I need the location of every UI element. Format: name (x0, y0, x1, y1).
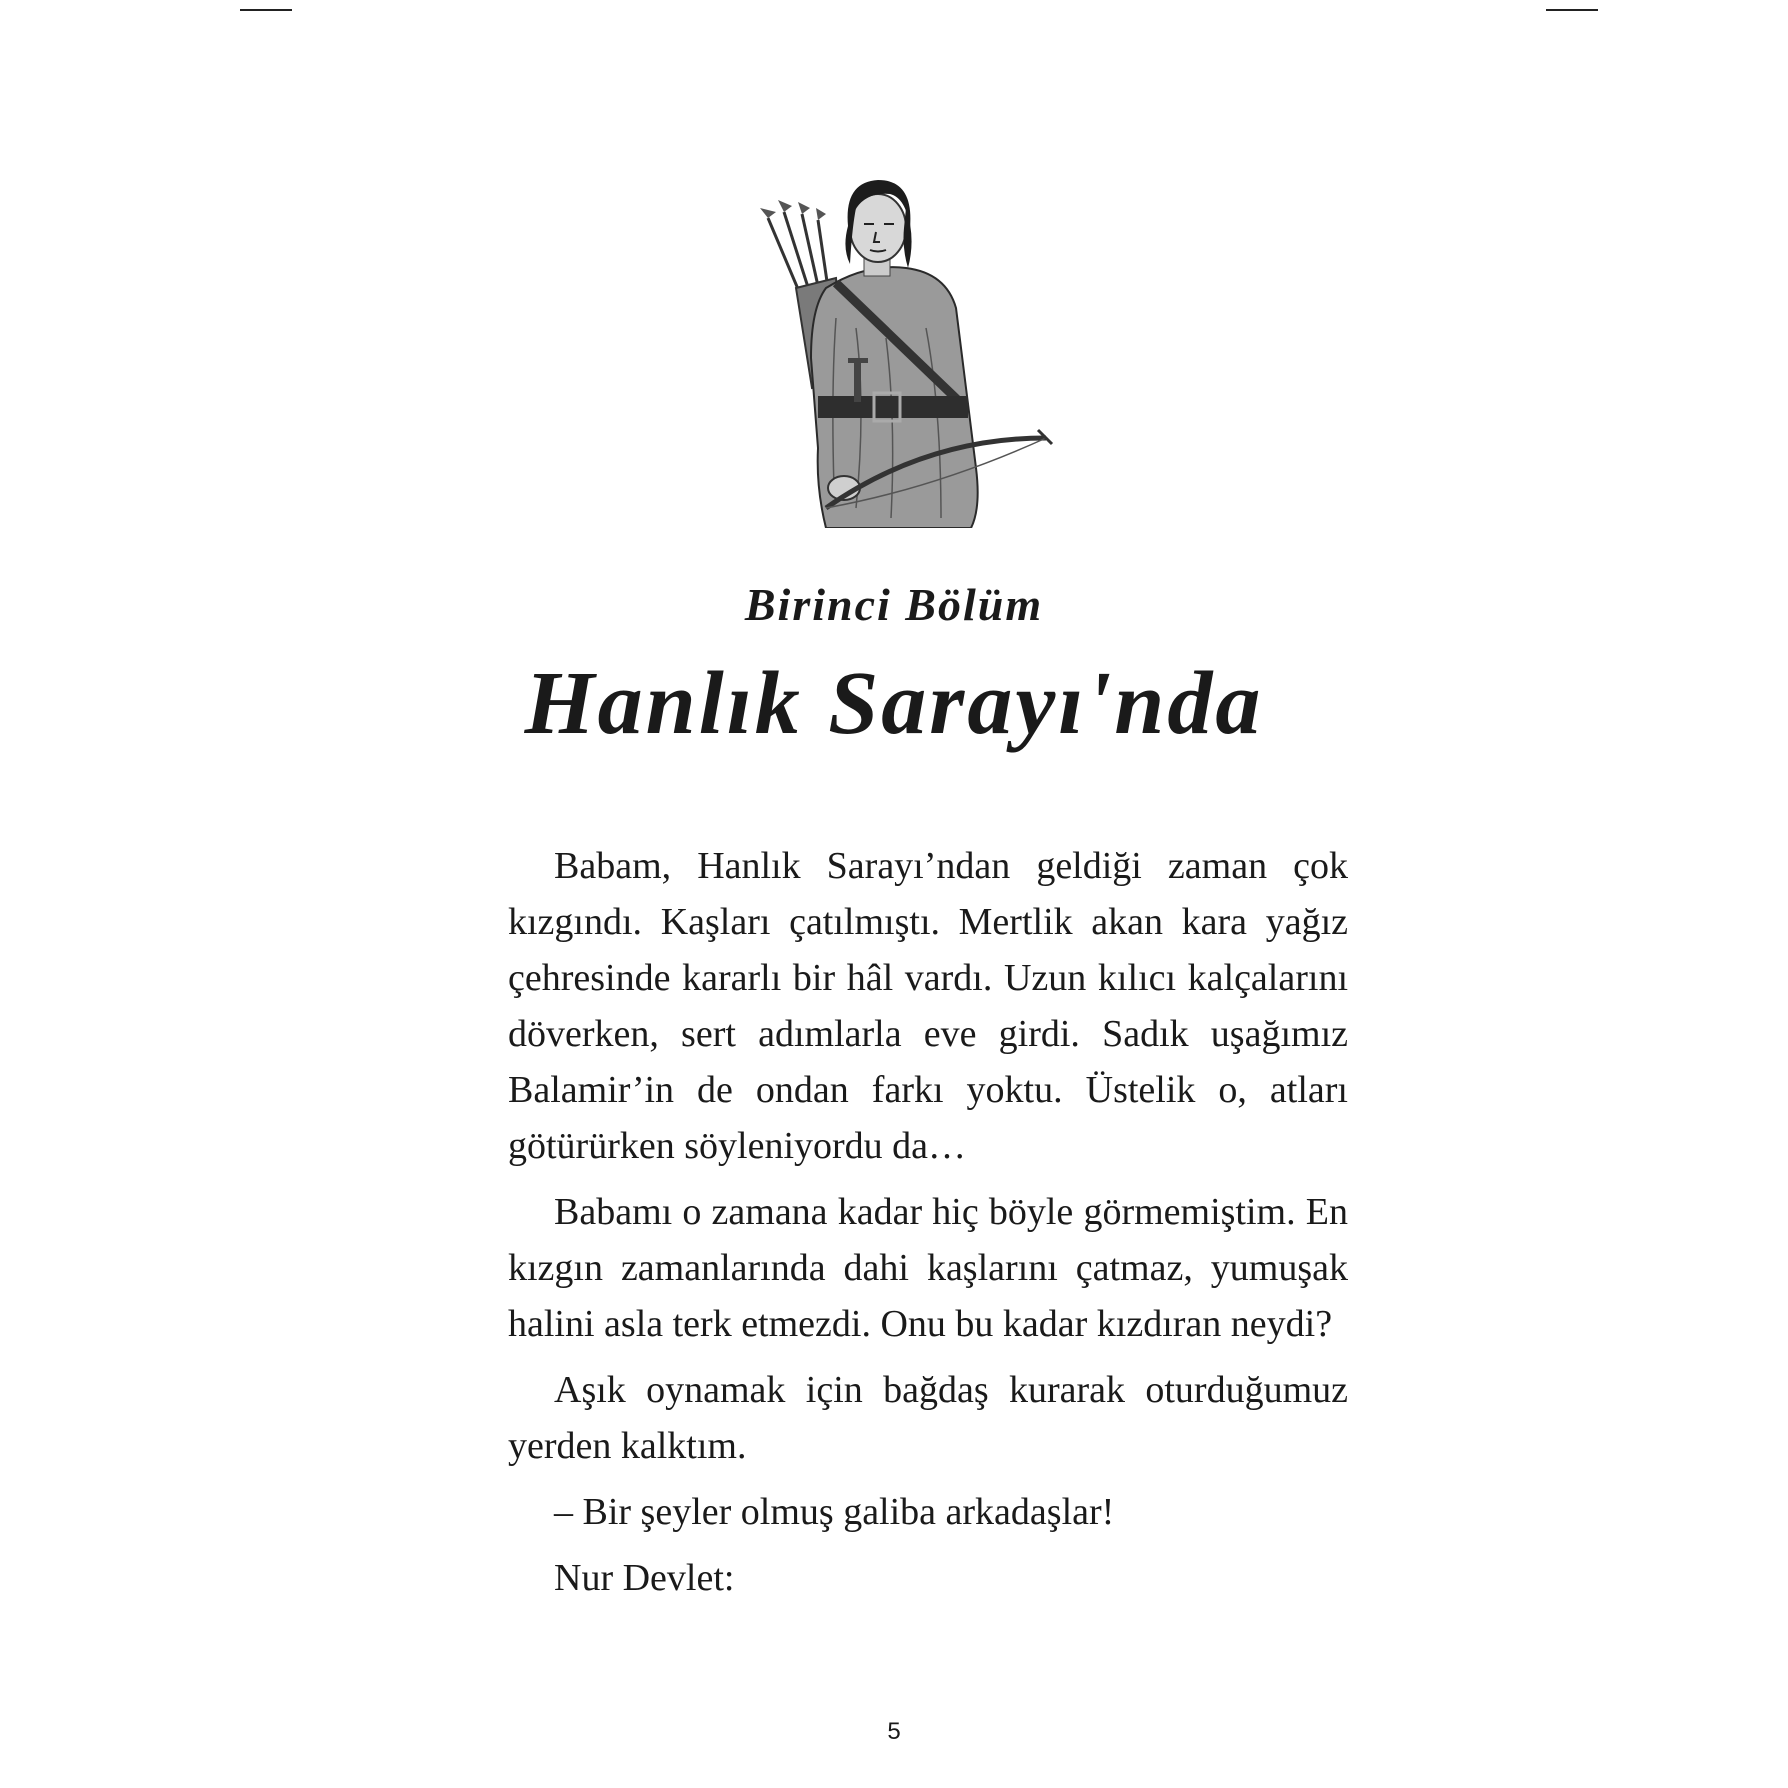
body-text (508, 838, 1348, 1616)
chapter-label: Birinci Bölüm (744, 579, 1044, 630)
crop-mark-left (240, 9, 292, 11)
archer-illustration-icon (756, 168, 1056, 528)
paragraph: Aşık oynamak için bağdaş kurarak oturduğumuz yerden kalktım. (508, 1369, 1348, 1467)
paragraph: Nur Devlet: (554, 1557, 735, 1599)
paragraph: Babamı o zamana kadar hiç böyle görmemiştim. En kızgın zamanlarında dahi kaşlarını çatmaz, yumuşak halini asla terk etmezdi. Onu bu kadar kızdıran neydi? (508, 1191, 1348, 1345)
chapter-title: Hanlık Sarayı'nda (524, 654, 1264, 753)
paragraph: Babam, Hanlık Sarayı’ndan geldiği zaman çok kızgındı. Kaşları çatılmıştı. Mertlik akan kara yağız çehresinde kararlı bir hâl vardı. Uzun kılıcı kalçalarını döverken, sert adımlarla eve girdi. Sadık uşağımız Balamir’in de ondan farkı yoktu. Üstelik o, atları götürürken söyleniyordu da… (508, 845, 1348, 1167)
page-number: 5 (887, 1718, 901, 1745)
paragraph: – Bir şeyler olmuş galiba arkadaşlar! (554, 1491, 1115, 1533)
crop-mark-right (1546, 9, 1598, 11)
